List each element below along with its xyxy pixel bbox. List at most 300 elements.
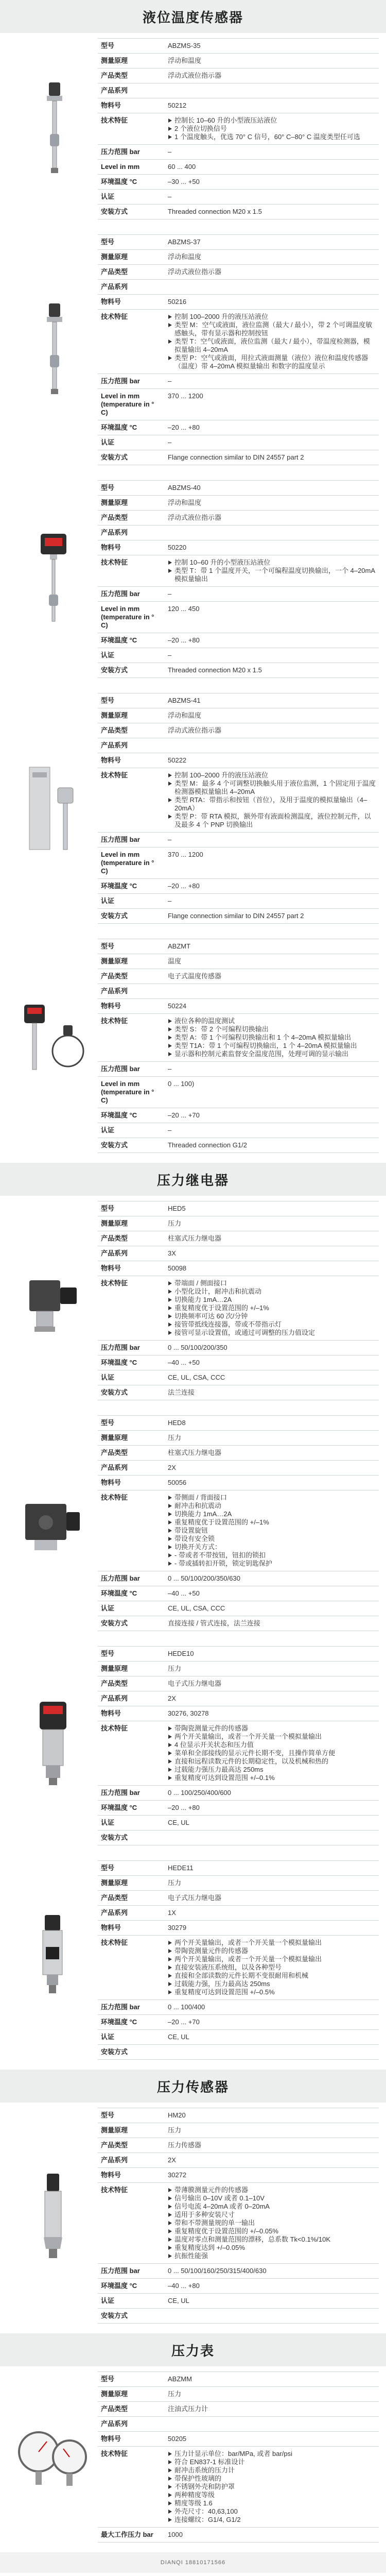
feature-item: 类型 M：空气或液面，液位监测（最大 / 最小），带 2 个可调温度敏感触头，带有显示器和控制按钮 (168, 321, 376, 337)
feature-item: 液位各种的温度测试 (168, 1017, 376, 1025)
spec-label: 型号 (98, 235, 165, 250)
spec-value: 浮动式液位指示器 (165, 265, 379, 280)
spec-table (98, 1860, 379, 2060)
spec-row (98, 1138, 379, 1153)
spec-label: 物料号 (98, 540, 165, 555)
feature-item: 带侧面 / 背面接口 (168, 1494, 376, 1502)
product-card (0, 2366, 386, 2552)
spec-label: 型号 (98, 1416, 165, 1431)
spec-label: 安装方式 (98, 909, 165, 924)
spec-label: 型号 (98, 1861, 165, 1876)
spec-label: 环境温度 °C (98, 1801, 165, 1816)
spec-row (98, 295, 379, 310)
spec-row (98, 1461, 379, 1476)
spec-row (98, 879, 379, 894)
spec-value: – (165, 435, 379, 450)
feature-list (165, 555, 379, 587)
feature-item: 类型 P：空气或液面，用拉式液面测量（液位）液位和温度传感器（温度）带 4–20mA 模拟量输出 和数字的温度显示 (168, 354, 376, 370)
spec-row (98, 496, 379, 511)
feature-item: 重复精度优于设置范围的 +/–0.05% (168, 2227, 376, 2235)
spec-row (98, 909, 379, 924)
spec-value: – (165, 190, 379, 205)
feature-item: 接管带抵线连接器，带或不带指示灯 (168, 1320, 376, 1329)
spec-label: 环境温度 °C (98, 175, 165, 190)
spec-label: 测量原理 (98, 1662, 165, 1676)
spec-row (98, 69, 379, 83)
spec-value: ABZMM (165, 2372, 379, 2387)
spec-value: 50216 (165, 295, 379, 310)
spec-label: 环境温度 °C (98, 1586, 165, 1601)
feature-item: 类型 M：最多 4 个可调整切换触头用于液位监测，1 个固定用于温度检测器模拟量输出 4–20mA (168, 779, 376, 796)
spec-label: 产品系列 (98, 83, 165, 98)
spec-row (98, 723, 379, 738)
spec-label: 安装方式 (98, 1831, 165, 1845)
spec-value: ABZMS-35 (165, 39, 379, 54)
pressure-gauge-image (7, 2371, 98, 2543)
spec-value: –30 ... +50 (165, 175, 379, 190)
spec-row (98, 1891, 379, 1906)
spec-label: 型号 (98, 693, 165, 708)
spec-table (98, 38, 379, 219)
spec-label: 认证 (98, 1816, 165, 1831)
spec-value: 3X (165, 1246, 379, 1261)
spec-row (98, 2372, 379, 2387)
feature-item: 带薄膜测量元件的传感器 (168, 2186, 376, 2194)
spec-label: 产品类型 (98, 1891, 165, 1906)
spec-label: 认证 (98, 190, 165, 205)
spec-label: 环境温度 °C (98, 633, 165, 648)
spec-row (98, 2387, 379, 2402)
spec-row (98, 1231, 379, 1246)
feature-item: 菜单和全部接线的显示元件长期不变，且操作简单方便 (168, 1749, 376, 1757)
spec-row (98, 1014, 379, 1062)
spec-label: Level in mm (temperature in ° C) (98, 602, 165, 633)
spec-label: 测量原理 (98, 2387, 165, 2402)
feature-item: 信号输出 0–10V 或者 0.1–10V (168, 2194, 376, 2202)
feature-item: 类型 P：带 RTA 模拟，额外带有液面检测温度，液位控制元件，以及最多 4 个 PNP 切换输出 (168, 812, 376, 829)
spec-label: 产品类型 (98, 723, 165, 738)
spec-row (98, 738, 379, 753)
spec-label: 认证 (98, 1601, 165, 1616)
spec-label: 产品类型 (98, 1676, 165, 1691)
spec-row (98, 450, 379, 465)
spec-value (165, 738, 379, 753)
spec-value: –40 ... +50 (165, 1586, 379, 1601)
spec-value: Threaded connection M20 x 1.5 (165, 663, 379, 678)
feature-item: 外壳尺寸：40,63,100 (168, 2507, 376, 2516)
spec-value: HM20 (165, 2108, 379, 2123)
feature-bullets (168, 1939, 376, 1996)
spec-label: 认证 (98, 2294, 165, 2309)
spec-label: 物料号 (98, 753, 165, 768)
spec-row (98, 648, 379, 663)
spec-label: 测量原理 (98, 54, 165, 69)
spec-label: 技术特征 (98, 1936, 165, 2000)
spec-label: 认证 (98, 1123, 165, 1138)
spec-label: 测量原理 (98, 2123, 165, 2138)
spec-value: 2X (165, 1461, 379, 1476)
spec-row (98, 1691, 379, 1706)
feature-item: 不锈钢外壳和防护罩 (168, 2483, 376, 2491)
spec-label: 物料号 (98, 1706, 165, 1721)
spec-label: 产品类型 (98, 69, 165, 83)
feature-bullets (168, 1724, 376, 1782)
spec-value: 1000 (165, 2528, 379, 2543)
spec-row (98, 2279, 379, 2294)
spec-row (98, 481, 379, 496)
feature-item: 直接和全部读数的元件长期不变很耐用和机械 (168, 1972, 376, 1980)
product-card (0, 229, 386, 475)
spec-row (98, 160, 379, 175)
spec-value: 2X (165, 1691, 379, 1706)
spec-value: 压力 (165, 1431, 379, 1446)
feature-item: 抗振性能强 (168, 2252, 376, 2260)
feature-item: 切换能力 1mA…2A (168, 1510, 376, 1518)
spec-row (98, 969, 379, 984)
spec-value: ABZMS-40 (165, 481, 379, 496)
spec-value: –20 ... +70 (165, 1108, 379, 1123)
spec-row (98, 2153, 379, 2168)
spec-label: 型号 (98, 1201, 165, 1216)
spec-label: 型号 (98, 39, 165, 54)
spec-row (98, 587, 379, 602)
spec-row (98, 1490, 379, 1571)
spec-label: 型号 (98, 939, 165, 954)
spec-label: 技术特征 (98, 2447, 165, 2528)
feature-item: 连接螺纹：G1/4, G1/2 (168, 2516, 376, 2524)
spec-row (98, 1676, 379, 1691)
spec-row (98, 1446, 379, 1461)
spec-row (98, 374, 379, 389)
spec-row (98, 1108, 379, 1123)
spec-value: 0 ... 100) (165, 1077, 379, 1108)
spec-label: 环境温度 °C (98, 1355, 165, 1370)
feature-item: 两种精度等级 (168, 2491, 376, 2499)
spec-value: 0 ... 100/400 (165, 2000, 379, 2015)
spec-label: 压力范围 bar (98, 1571, 165, 1586)
spec-value: 电子式温度传感器 (165, 969, 379, 984)
spec-value (165, 2045, 379, 2060)
feature-item: 类型 RTA：带指示和按钮（首位），及用于温度的模拟量输出（4–20mA） (168, 796, 376, 812)
feature-item: 直接和远程读数元件的长期稳定性，以及机械和热的 (168, 1757, 376, 1766)
spec-table (98, 234, 379, 465)
spec-label: 测量原理 (98, 954, 165, 969)
spec-value: – (165, 374, 379, 389)
feature-item: 符合 EN837-1 标准设计 (168, 2458, 376, 2466)
spec-value: –40 ... +80 (165, 2279, 379, 2294)
spec-label: 产品系列 (98, 280, 165, 295)
spec-row (98, 2528, 379, 2543)
feature-item: 控制 100–2000 升的液压站液位 (168, 771, 376, 779)
spec-row (98, 1831, 379, 1845)
feature-item: 重复精度可达到设置范围 +/–0.1% (168, 1774, 376, 1782)
spec-label: 产品系列 (98, 1461, 165, 1476)
spec-row (98, 540, 379, 555)
spec-value: 0 ... 50/100/200/350 (165, 1341, 379, 1355)
spec-value: CE, UL (165, 1816, 379, 1831)
spec-label: 物料号 (98, 999, 165, 1014)
level-temperature-sensor-rod-image (7, 234, 98, 465)
spec-label: 产品系列 (98, 526, 165, 540)
spec-label: 压力范围 bar (98, 1786, 165, 1801)
spec-row (98, 511, 379, 526)
spec-label: 测量原理 (98, 496, 165, 511)
spec-row (98, 98, 379, 113)
feature-item: 带陶瓷测量元件的传感器 (168, 1724, 376, 1733)
feature-item: 重复精度优于设置范围的 +/–1% (168, 1304, 376, 1312)
feature-item: 温度对零点和测量范围的漂移，总系数 Tk<0.1%/10K (168, 2235, 376, 2244)
spec-value: – (165, 1062, 379, 1077)
spec-label: 技术特征 (98, 310, 165, 374)
spec-value: 浮动和温度 (165, 708, 379, 723)
feature-item: - 带或插转扣开锁，锁定钥匙保护 (168, 1560, 376, 1568)
spec-row (98, 833, 379, 848)
piston-pressure-switch-box-image (7, 1415, 98, 1631)
spec-label: Level in mm (temperature in ° C) (98, 848, 165, 879)
spec-value: 30276, 30278 (165, 1706, 379, 1721)
feature-list (165, 1276, 379, 1341)
spec-value: 370 ... 1200 (165, 848, 379, 879)
spec-value: CE, UL (165, 2030, 379, 2045)
spec-label: 技术特征 (98, 1014, 165, 1062)
feature-item: 类型 A：带 1 个可编程切换输出和 1 个 4–20mA 模拟量输出 (168, 1033, 376, 1042)
spec-table (98, 1201, 379, 1400)
spec-value: ABZMT (165, 939, 379, 954)
section-header: 压力传感器 (0, 2070, 386, 2103)
feature-item: 信号电流 4–20mA 或者 0–20mA (168, 2202, 376, 2211)
spec-row (98, 83, 379, 98)
feature-bullets (168, 1494, 376, 1568)
spec-label: 型号 (98, 2372, 165, 2387)
spec-value: 50205 (165, 2432, 379, 2447)
spec-label: 环境温度 °C (98, 420, 165, 435)
spec-row (98, 1936, 379, 2000)
spec-label: 压力范围 bar (98, 833, 165, 848)
spec-row (98, 235, 379, 250)
feature-bullets (168, 313, 376, 370)
feature-item: 切换开关方式： (168, 1543, 376, 1551)
section-header: 液位温度传感器 (0, 0, 386, 33)
piston-pressure-switch-image (7, 1201, 98, 1400)
feature-item: 带保护性玻璃的 (168, 2475, 376, 2483)
spec-value: 电子式压力继电器 (165, 1891, 379, 1906)
feature-list (165, 1490, 379, 1571)
spec-value: –40 ... +50 (165, 1355, 379, 1370)
spec-row (98, 2294, 379, 2309)
spec-value: – (165, 833, 379, 848)
spec-label: 安装方式 (98, 663, 165, 678)
spec-row (98, 1431, 379, 1446)
feature-item: 带设置旋钮 (168, 1527, 376, 1535)
spec-row (98, 2432, 379, 2447)
spec-label: 测量原理 (98, 1876, 165, 1891)
spec-label: 物料号 (98, 1476, 165, 1490)
feature-bullets (168, 771, 376, 829)
feature-item: 带端面 / 侧面接口 (168, 1279, 376, 1287)
feature-item: 直接安装液压系统组，以及各种型号 (168, 1963, 376, 1972)
spec-row (98, 2183, 379, 2264)
spec-row (98, 1246, 379, 1261)
product-card (0, 688, 386, 934)
feature-bullets (168, 2450, 376, 2524)
electronic-temperature-sensor-image (7, 939, 98, 1153)
spec-row (98, 1586, 379, 1601)
spec-label: 压力范围 bar (98, 587, 165, 602)
spec-label: 压力范围 bar (98, 1062, 165, 1077)
spec-value (165, 1831, 379, 1845)
spec-value: 压力 (165, 2123, 379, 2138)
feature-list (165, 2447, 379, 2528)
spec-value: Threaded connection M20 x 1.5 (165, 205, 379, 219)
spec-row (98, 1355, 379, 1370)
spec-value: 浮动和温度 (165, 54, 379, 69)
spec-row (98, 1861, 379, 1876)
spec-row (98, 1706, 379, 1721)
spec-row (98, 2264, 379, 2279)
spec-value: HEDE11 (165, 1861, 379, 1876)
spec-value: 60 ... 400 (165, 160, 379, 175)
feature-bullets (168, 558, 376, 583)
spec-row (98, 1786, 379, 1801)
product-card (0, 1641, 386, 1855)
spec-value (165, 280, 379, 295)
spec-row (98, 954, 379, 969)
spec-row (98, 1123, 379, 1138)
spec-table (98, 939, 379, 1153)
spec-label: 产品类型 (98, 1446, 165, 1461)
spec-row (98, 54, 379, 69)
spec-table (98, 1415, 379, 1631)
spec-row (98, 2045, 379, 2060)
feature-item: 显示器和控制元素监督安全温度范围，处理可调的显示输出 (168, 1050, 376, 1058)
spec-row (98, 1077, 379, 1108)
spec-value: 1X (165, 1906, 379, 1921)
spec-row (98, 39, 379, 54)
spec-value: 0 ... 100/250/400/600 (165, 1786, 379, 1801)
spec-row (98, 145, 379, 160)
level-sensor-display-head-image (7, 480, 98, 678)
spec-value: –20 ... +80 (165, 633, 379, 648)
spec-row (98, 984, 379, 999)
spec-value: CE, UL, CSA, CCC (165, 1601, 379, 1616)
spec-label: 安装方式 (98, 1616, 165, 1631)
feature-item: 控制长 10–60 升的小型液压站液位 (168, 116, 376, 125)
spec-value (165, 2309, 379, 2324)
spec-row (98, 999, 379, 1014)
feature-item: 控制 10–60 升的小型液压站液位 (168, 558, 376, 567)
product-card (0, 1410, 386, 1641)
spec-label: 产品类型 (98, 969, 165, 984)
feature-item: 耐冲击和抗震动 (168, 1502, 376, 1510)
spec-label: 型号 (98, 481, 165, 496)
spec-value: 浮动式液位指示器 (165, 723, 379, 738)
spec-row (98, 175, 379, 190)
pressure-transmitter-image (7, 2108, 98, 2324)
spec-row (98, 894, 379, 909)
spec-value: 直接连接 / 管式连接，法兰连接 (165, 1616, 379, 1631)
spec-label: 环境温度 °C (98, 2015, 165, 2030)
spec-value: –20 ... +70 (165, 2015, 379, 2030)
spec-value: 50224 (165, 999, 379, 1014)
spec-row (98, 2108, 379, 2123)
level-sensor-tall-rod-image (7, 693, 98, 924)
spec-value: 120 ... 450 (165, 602, 379, 633)
spec-row (98, 2309, 379, 2324)
spec-row (98, 265, 379, 280)
spec-value: 压力 (165, 1876, 379, 1891)
spec-value: 法兰连接 (165, 1385, 379, 1400)
spec-row (98, 250, 379, 265)
product-card (0, 1855, 386, 2070)
spec-value: – (165, 1123, 379, 1138)
spec-value: 温度 (165, 954, 379, 969)
spec-row (98, 310, 379, 374)
spec-row (98, 1216, 379, 1231)
spec-row (98, 389, 379, 420)
spec-value: –20 ... +80 (165, 1801, 379, 1816)
spec-row (98, 280, 379, 295)
level-temperature-sensor-rod-image (7, 38, 98, 219)
spec-label: 产品类型 (98, 1231, 165, 1246)
spec-value: 注油式压力计 (165, 2402, 379, 2417)
product-card (0, 934, 386, 1163)
spec-label: 物料号 (98, 295, 165, 310)
feature-item: 切换能力 1mA…2A (168, 1296, 376, 1304)
spec-value: 压力 (165, 1216, 379, 1231)
spec-value: 柱塞式压力继电器 (165, 1231, 379, 1246)
spec-label: 认证 (98, 894, 165, 909)
feature-bullets (168, 2186, 376, 2260)
spec-value: –20 ... +80 (165, 879, 379, 894)
spec-value: – (165, 145, 379, 160)
page-footer (0, 2552, 386, 2573)
spec-value: 50056 (165, 1476, 379, 1490)
spec-value: CE, UL, CSA, CCC (165, 1370, 379, 1385)
spec-value (165, 83, 379, 98)
spec-label: 型号 (98, 1647, 165, 1662)
spec-row (98, 768, 379, 833)
spec-label: 技术特征 (98, 768, 165, 833)
product-card (0, 475, 386, 688)
spec-row (98, 113, 379, 145)
feature-item: 两个开关量输出，或者一个开关量一个模拟量输出 (168, 1733, 376, 1741)
spec-label: 产品类型 (98, 2402, 165, 2417)
feature-item: 类型 S：带 2 个可编程切换输出 (168, 1025, 376, 1033)
electronic-pressure-switch-display-image (7, 1646, 98, 1845)
spec-value: 压力 (165, 2387, 379, 2402)
spec-label: 认证 (98, 648, 165, 663)
spec-value: HEDE10 (165, 1647, 379, 1662)
product-card (0, 33, 386, 229)
spec-row (98, 1906, 379, 1921)
feature-item: - 带或者不带按钮，钮扣的锁扣 (168, 1551, 376, 1560)
spec-label: 技术特征 (98, 2183, 165, 2264)
spec-row (98, 190, 379, 205)
feature-item: 1 个温度触头，优选 70° C 信号，60° C–80° C 温度类型任可选 (168, 133, 376, 141)
spec-label: 产品系列 (98, 1906, 165, 1921)
spec-value: Flange connection similar to DIN 24557 part 2 (165, 450, 379, 465)
spec-row (98, 1276, 379, 1341)
spec-row (98, 2447, 379, 2528)
feature-item: 类型 T1A：带 1 个可编程切换输出，1 个 4–20mA 模拟量输出 (168, 1042, 376, 1050)
feature-item: 2 个液位切换信号 (168, 125, 376, 133)
spec-value: 50098 (165, 1261, 379, 1276)
spec-value: 30272 (165, 2168, 379, 2183)
spec-label: 压力范围 bar (98, 2264, 165, 2279)
spec-row (98, 435, 379, 450)
spec-row (98, 2030, 379, 2045)
feature-item: 两个开关量输出，或者一个开关量一个模拟量输出 (168, 1939, 376, 1947)
